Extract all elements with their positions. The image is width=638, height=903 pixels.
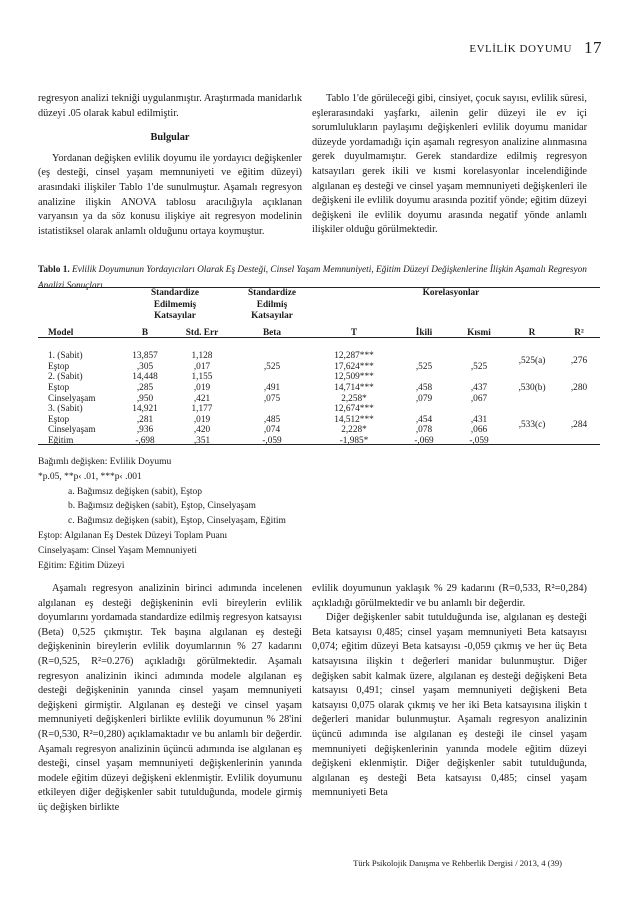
cell-ikili: -,069	[414, 435, 434, 446]
cell-b: ,936	[136, 425, 154, 436]
paragraph: regresyon analizi tekniği uygulanmıştır. Araştırmada manidarlık düzeyi .05 olarak kabul edilmiştir.	[38, 93, 302, 119]
cell-r: ,533(c)	[518, 420, 546, 431]
cell-se: ,351	[193, 435, 211, 446]
cell-model: Cinselyaşam	[48, 425, 96, 436]
head-std-3: Katsayılar	[251, 310, 293, 321]
cell-b: ,285	[136, 382, 154, 393]
cell-model: Eştop	[48, 414, 70, 425]
cell-beta	[232, 351, 312, 362]
col-kismi: Kısmi	[467, 327, 491, 338]
cell-model: Eğitim	[48, 435, 74, 446]
cell-se: ,420	[193, 425, 211, 436]
col-std-err: Std. Err	[185, 327, 219, 338]
cell-b: ,950	[136, 393, 154, 404]
cell-ikili: ,454	[415, 414, 433, 425]
cell-se: 1,177	[191, 404, 213, 415]
cell-se: ,421	[193, 393, 211, 404]
cell-ikili: ,458	[415, 382, 433, 393]
col-model: Model	[48, 327, 74, 338]
paragraph: Diğer değişkenler sabit tutulduğunda ise, algılanan eş desteği Beta katsayısı 0,485; cinsel yaşam memnuniyeti Beta katsayısı 0,074; eğitim düzeyi Beta katsayısı -0,059 çıkmış ve her üç Beta katsayısına ilişkin t değerleri manidar bulunmuştur. Diğer değişken sabit kalmak üzere, algılanan eş desteği değişkeni Beta katsayısı 0,491; cinsel yaşam memnuniyeti değişkeni Beta katsayısı 0,075 olarak çıkmış ve her iki Beta katsayısına ilişkin t değerleri manidar bulunmuştur. Aşamalı regresyon analizinin üçüncü adımında ise algılanan eş desteği ile cinsel yaşam memnuniyeti değişkenlerinin yanında modele eğitim düzeyi değişkeni eklenmiştir. Diğer değişkenler sabit tutulduğunda, algılanan eş desteği Beta katsayısı 0,485; cinsel yaşam memnuniyeti Beta	[312, 612, 587, 799]
cell-kismi: ,067	[470, 393, 488, 404]
head-unstd-2: Edilmemiş	[153, 300, 197, 310]
cell-ikili	[396, 372, 452, 383]
note-dependent: Bağımlı değişken: Evlilik Doyumu	[38, 457, 172, 467]
cell-r2: ,280	[570, 382, 588, 393]
running-header	[469, 38, 602, 58]
cell-beta: ,485	[263, 414, 281, 425]
cell-b: 14,448	[132, 372, 158, 383]
cell-kismi: ,431	[470, 414, 488, 425]
paragraph: Tablo 1'de görüleceği gibi, cinsiyet, çocuk sayısı, evlilik süresi, eşlerarasındaki yaşfarkı, ailenin gelir düzeyi ile ev içi sorumlulukların paylaşımı değişkenleri evlilik doyumu manidar düzeyde yordamadığı için aşamalı regresyon analizine alınmasına gerek duyulmamıştır. Gerek standardize edilmiş regresyon katsayıları gerek ikili ve kısmi korelasyonlar incelendiğinde algılanan eş desteği ve cinsel yaşam memnuniyeti değişkenleri ile değişkeni ile evlilik doyumu arasında pozitif yönde; eğitim düzeyi değişkeni ile evlilik doyumu arasında negatif yönde anlamlı ilişkiler olduğu görülmektedir.	[312, 93, 587, 236]
col-r2: R²	[574, 327, 584, 338]
col-t: T	[350, 327, 358, 338]
cell-ikili: ,079	[415, 393, 433, 404]
cell-b: 13,857	[132, 351, 158, 362]
cell-kismi: ,066	[470, 425, 488, 436]
cell-t: 14,714***	[334, 382, 374, 393]
cell-model: Eştop	[48, 382, 70, 393]
paragraph: Yordanan değişken evlilik doyumu ile yordayıcı değişkenler (eş desteği, cinsel yaşam memnuniyeti ve eğitim düzeyi) arasındaki ilişkiler Tablo 1'de sunulmuştur. Aşamalı regresyon analizine ilişkin ANOVA tablosu aracılığıyla açıklanan varyansın ya da söz konusu ilişkiye ait regresyon modelinin istatistiksel olarak anlamlı olduğunu ortaya koymuştur.	[38, 152, 302, 237]
note-b: b. Bağımsız değişken (sabit), Eştop, Cinselyaşam	[68, 501, 256, 512]
cell-t: 12,509***	[334, 372, 374, 383]
col-b: B	[141, 327, 149, 338]
cell-b: 14,921	[132, 404, 158, 415]
cell-model: 3. (Sabit)	[48, 404, 83, 415]
header-title: EVLİLİK DOYUMU	[469, 43, 572, 55]
head-unstd-3: Katsayılar	[154, 310, 196, 321]
cell-model: 1. (Sabit)	[48, 351, 83, 362]
section-heading: Bulgular	[150, 132, 190, 144]
cell-kismi	[452, 351, 506, 362]
cell-b: ,281	[136, 414, 154, 425]
cell-beta	[232, 372, 312, 383]
note-a: a. Bağımsız değişken (sabit), Eştop	[68, 486, 203, 497]
cell-b: -,698	[135, 435, 155, 446]
col-ikili: İkili	[415, 327, 433, 338]
cell-r2: ,276	[570, 356, 588, 367]
cell-beta: ,075	[263, 393, 281, 404]
cell-model: Eştop	[48, 361, 70, 372]
cell-se: ,017	[193, 361, 211, 372]
cell-model: 2. (Sabit)	[48, 372, 83, 383]
cell-beta: ,074	[263, 425, 281, 436]
paragraph: evlilik doyumunun yaklaşık % 29 kadarını (R=0,533, R²=0,284) açıkladığı görülmektedir ve bu anlamlı bir değerdir.	[312, 583, 587, 609]
head-unstd-1: Standardize	[150, 288, 200, 298]
note-significance: *p.05, **p‹ .01, ***p‹ .001	[38, 471, 142, 482]
cell-beta	[232, 404, 312, 415]
cell-t: 17,624***	[334, 361, 374, 372]
cell-t: 12,287***	[334, 351, 374, 362]
regression-table	[38, 288, 600, 447]
table-label: Tablo 1.	[38, 265, 70, 275]
cell-ikili: ,078	[415, 425, 433, 436]
head-std-2: Edilmiş	[256, 300, 288, 310]
note-cinsel: Cinselyaşam: Cinsel Yaşam Memnuniyeti	[38, 545, 197, 556]
cell-t: 12,674***	[334, 404, 374, 415]
cell-b: ,305	[136, 361, 154, 372]
head-std-1: Standardize	[247, 288, 297, 298]
cell-beta: -,059	[262, 435, 282, 446]
cell-se: 1,155	[191, 372, 213, 383]
table-row	[38, 372, 600, 383]
cell-r: ,525(a)	[518, 356, 546, 367]
cell-kismi	[452, 372, 506, 383]
table-caption-text: Evlilik Doyumunun Yordayıcıları Olarak Eş Desteği, Cinsel Yaşam Memnuniyeti, Eğitim Düzeyi Değişkenlerine İlişkin Aşamalı Regresyon Analizi Sonuçları	[38, 265, 587, 291]
col-beta: Beta	[262, 327, 282, 338]
cell-beta: ,525	[263, 361, 281, 372]
head-correlations: Korelasyonlar	[422, 288, 480, 298]
note-egitim: Eğitim: Eğitim Düzeyi	[38, 560, 125, 571]
note-c: c. Bağımsız değişken (sabit), Eştop, Cinselyaşam, Eğitim	[68, 516, 286, 527]
cell-ikili: ,525	[415, 361, 433, 372]
cell-se: 1,128	[191, 351, 213, 362]
cell-model: Cinselyaşam	[48, 393, 96, 404]
cell-ikili	[396, 404, 452, 415]
page-number: 17	[584, 38, 602, 57]
paragraph: Aşamalı regresyon analizinin birinci adımında incelenen algılanan eş desteği değişkeninin evli bireylerin evlilik doyumlarını yordamada standardize edilmiş regresyon katsayısı (Beta) 0,525 çıkmıştır. Tek başına algılanan eş desteği değişkeninin bireylerin evlilik doyumlarının % 27 kadarını (R=0,525, R²=0.276) açıkladığı görülmektedir. Aşamalı regresyon analizinin ikinci adımında modele algılanan eş desteği değişkeninin yanında cinsel yaşam memnuniyeti değişkeni girmiştir. Algılanan eş desteği ve cinsel yaşam memnuniyeti değişkenleri birlikte evlilik doyumunun % 28'ini (R=0,530, R²=0,280) açıklamaktadır ve bu anlamlı bir değerdir. Aşamalı regresyon analizinin üçüncü adımında ise algılanan eş desteği, cinsel yaşam memnuniyeti değişkenlerinin yanında modele eğitim düzeyi değişkeni eklenmiştir. Evlilik doyumunu etkileyen diğer değişkenler sabit tutulduğunda, modele girmiş üç değişken birlikte	[38, 583, 302, 813]
column-right-bottom	[312, 582, 587, 801]
cell-t: 2,228*	[341, 425, 367, 436]
cell-kismi: -,059	[469, 435, 489, 446]
column-left-bottom	[38, 582, 302, 816]
cell-t: 2,258*	[341, 393, 367, 404]
table-notes	[38, 455, 286, 573]
cell-kismi: ,525	[470, 361, 488, 372]
cell-r2: ,284	[570, 420, 588, 431]
journal-footer: Türk Psikolojik Danışma ve Rehberlik Dergisi / 2013, 4 (39)	[353, 858, 562, 868]
cell-beta: ,491	[263, 382, 281, 393]
note-estop: Eştop: Algılanan Eş Destek Düzeyi Toplam Puanı	[38, 530, 228, 541]
cell-se: ,019	[193, 414, 211, 425]
cell-t: 14,512***	[334, 414, 374, 425]
cell-kismi: ,437	[470, 382, 488, 393]
col-r: R	[528, 327, 536, 338]
table-row	[38, 351, 600, 362]
cell-r: ,530(b)	[518, 382, 546, 393]
table-row	[38, 404, 600, 415]
cell-se: ,019	[193, 382, 211, 393]
cell-ikili	[396, 351, 452, 362]
cell-t: -1,985*	[339, 435, 369, 446]
column-left-top	[38, 92, 302, 239]
cell-kismi	[452, 404, 506, 415]
column-right-top	[312, 92, 587, 238]
